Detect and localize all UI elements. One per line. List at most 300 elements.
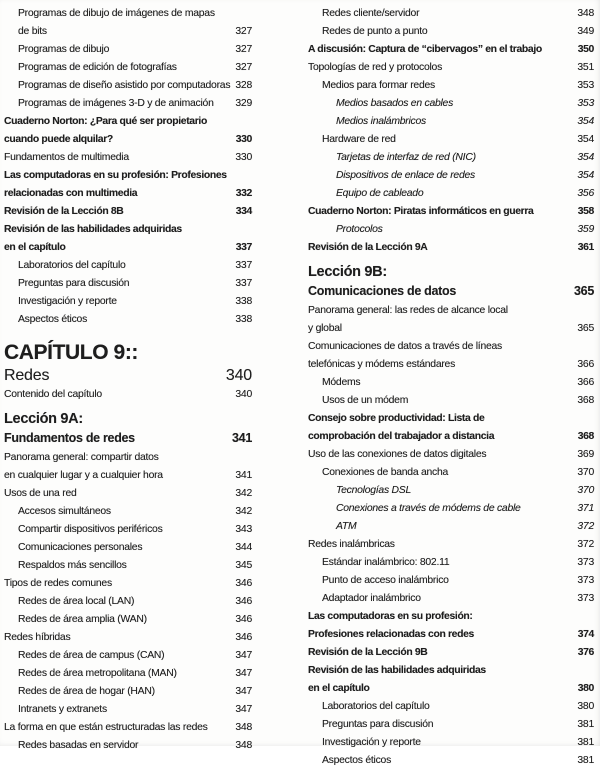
toc-page-number: 373 <box>577 593 594 604</box>
toc-entry <box>308 149 594 167</box>
toc-entry-line <box>308 410 594 428</box>
toc-entry <box>4 683 252 701</box>
toc-entry-line <box>18 701 252 719</box>
toc-entry-text: relacionadas con multimedia <box>4 188 138 199</box>
toc-entry-text: Investigación y reporte <box>18 296 117 307</box>
toc-page-number: 328 <box>235 80 252 91</box>
toc-entry-line <box>336 185 594 203</box>
toc-entry-line <box>18 557 252 575</box>
toc-entry-text: Conexiones de banda ancha <box>322 467 449 478</box>
toc-page-number: 346 <box>235 614 252 625</box>
toc-entry-text: Intranets y extranets <box>18 704 107 715</box>
toc-entry-line <box>336 221 594 239</box>
toc-entry-line <box>308 608 594 626</box>
toc-page-number: 342 <box>235 506 252 517</box>
toc-entry-line <box>18 95 252 113</box>
toc-entry-line <box>18 59 252 77</box>
toc-entry-line <box>322 23 594 41</box>
toc-entry-line <box>18 647 252 665</box>
toc-entry-line <box>4 485 252 503</box>
toc-entry <box>4 149 252 167</box>
toc-entry <box>308 95 594 113</box>
toc-column-right <box>308 5 594 770</box>
toc-entry-text: Panorama general: las redes de alcance local <box>308 305 508 316</box>
toc-entry-line <box>18 257 252 275</box>
toc-entry <box>4 575 252 593</box>
toc-entry-line <box>308 59 594 77</box>
toc-entry-line <box>336 113 594 131</box>
toc-entry-line <box>18 611 252 629</box>
toc-column-left <box>4 5 252 770</box>
toc-entry-line <box>308 302 594 320</box>
toc-entry-text: Preguntas para discusión <box>18 278 130 289</box>
toc-entry-line <box>4 113 252 131</box>
toc-entry-text: Medios para formar redes <box>322 80 435 91</box>
toc-entry-line <box>322 374 594 392</box>
toc-entry-text: Accesos simultáneos <box>18 506 111 517</box>
toc-entry-line <box>308 644 594 662</box>
toc-entry <box>4 95 252 113</box>
toc-entry-text: Panorama general: compartir datos <box>4 452 159 463</box>
toc-entry <box>308 302 594 338</box>
toc-entry-line <box>18 311 252 329</box>
toc-entry-line <box>18 683 252 701</box>
toc-entry-line <box>322 131 594 149</box>
toc-page-number: 372 <box>577 521 594 532</box>
toc-page-number: 365 <box>574 284 594 298</box>
toc-page-number: 369 <box>577 449 594 460</box>
toc-entry <box>308 554 594 572</box>
toc-entry-line <box>308 41 594 59</box>
toc-entry-text: Tarjetas de interfaz de red (NIC) <box>336 152 476 163</box>
chapter-heading <box>4 341 252 386</box>
toc-entry-line <box>18 737 252 755</box>
toc-entry-text: Revisión de la Lección 9A <box>308 242 428 253</box>
toc-entry-line <box>18 275 252 293</box>
toc-entry-text: Redes de área metropolitana (MAN) <box>18 668 177 679</box>
toc-page-number: 351 <box>577 62 594 73</box>
toc-entry-line <box>322 554 594 572</box>
toc-page-number: 354 <box>577 116 594 127</box>
toc-page-number: 334 <box>235 206 252 217</box>
toc-entry <box>308 446 594 464</box>
toc-entry-text: Laboratorios del capítulo <box>18 260 126 271</box>
toc-entry-text: Cuaderno Norton: ¿Para qué ser propietario <box>4 116 207 127</box>
toc-entry-text: Fundamentos de multimedia <box>4 152 129 163</box>
toc-page-number: 337 <box>235 242 252 253</box>
toc-entry <box>4 719 252 737</box>
toc-entry-text: Revisión de la Lección 8B <box>4 206 124 217</box>
toc-entry-text: Redes de área amplia (WAN) <box>18 614 147 625</box>
lesson-label: Lección 9A: <box>4 411 83 427</box>
toc-entry <box>308 536 594 554</box>
toc-entry <box>308 374 594 392</box>
toc-entry-text: telefónicas y módems estándares <box>308 359 456 370</box>
toc-entry-text: Investigación y reporte <box>322 737 421 748</box>
toc-page-number: 349 <box>577 26 594 37</box>
toc-entry-text: Programas de diseño asistido por computadoras <box>18 80 231 91</box>
toc-entry <box>308 482 594 500</box>
toc-entry <box>4 221 252 257</box>
toc-entry <box>4 167 252 203</box>
toc-entry-line <box>18 77 252 95</box>
toc-entry-line <box>4 386 252 404</box>
toc-entry <box>308 752 594 770</box>
toc-page-number: 353 <box>577 98 594 109</box>
toc-page-number: 366 <box>577 359 594 370</box>
toc-entry-text: Redes basadas en servidor <box>18 740 139 751</box>
toc-entry-line <box>4 239 252 257</box>
toc-entry-line <box>308 536 594 554</box>
toc-entry-text: ATM <box>336 521 357 532</box>
toc-entry <box>4 59 252 77</box>
lesson-label: Lección 9B: <box>308 264 387 280</box>
toc-entry <box>308 59 594 77</box>
toc-page-number: 346 <box>235 632 252 643</box>
toc-entry-line <box>18 593 252 611</box>
toc-page-number: 373 <box>577 575 594 586</box>
toc-entry <box>4 257 252 275</box>
toc-entry-text: Programas de edición de fotografías <box>18 62 177 73</box>
toc-entry <box>4 521 252 539</box>
toc-entry <box>308 698 594 716</box>
toc-page-number: 327 <box>235 44 252 55</box>
toc-entry-text: Topologías de red y protocolos <box>308 62 443 73</box>
toc-entry-line <box>308 446 594 464</box>
toc-entry-line <box>336 149 594 167</box>
toc-entry-line <box>18 539 252 557</box>
toc-entry-text: Usos de una red <box>4 488 77 499</box>
toc-entry-line <box>18 41 252 59</box>
toc-entry-text: en cualquier lugar y a cualquier hora <box>4 470 163 481</box>
toc-entry-line <box>4 167 252 185</box>
toc-page-number: 374 <box>577 629 594 640</box>
toc-entry-line <box>322 716 594 734</box>
toc-entry <box>4 503 252 521</box>
toc-entry-text: Estándar inalámbrico: 802.11 <box>322 557 450 568</box>
toc-page-number: 356 <box>577 188 594 199</box>
toc-entry-text: comprobación del trabajador a distancia <box>308 431 495 442</box>
toc-entry-text: Comunicaciones de datos a través de líneas <box>308 341 502 352</box>
toc-entry-line <box>18 521 252 539</box>
lesson-title-row <box>308 282 594 300</box>
toc-entry <box>308 77 594 95</box>
toc-page-number: 347 <box>235 686 252 697</box>
toc-entry <box>308 590 594 608</box>
toc-entry-text: Cuaderno Norton: Piratas informáticos en guerra <box>308 206 534 217</box>
toc-entry-text: A discusión: Captura de “cibervagos” en el trabajo <box>308 44 542 55</box>
toc-entry-line <box>322 752 594 770</box>
toc-entry-line <box>4 719 252 737</box>
toc-entry-line <box>308 203 594 221</box>
toc-page-number: 359 <box>577 224 594 235</box>
toc-entry <box>4 485 252 503</box>
toc-entry <box>308 662 594 698</box>
toc-page-number: 376 <box>577 647 594 658</box>
toc-entry-line <box>322 5 594 23</box>
toc-entry-text: Tecnologías DSL <box>336 485 412 496</box>
toc-entry <box>4 737 252 755</box>
toc-entry <box>4 275 252 293</box>
toc-entry-line <box>4 449 252 467</box>
toc-page-number: 354 <box>577 134 594 145</box>
lesson-title-text: Fundamentos de redes <box>4 431 135 445</box>
toc-page-number: 348 <box>235 740 252 751</box>
toc-entry-text: Redes de área de hogar (HAN) <box>18 686 155 697</box>
toc-entry-line <box>308 680 594 698</box>
toc-entry-text: Redes inalámbricas <box>308 539 395 550</box>
toc-entry-text: Redes cliente/servidor <box>322 8 420 19</box>
toc-columns <box>4 5 594 770</box>
toc-entry <box>308 185 594 203</box>
toc-page-number: 380 <box>577 701 594 712</box>
toc-page-number: 327 <box>235 62 252 73</box>
lesson-heading <box>308 262 594 300</box>
toc-entry-text: Medios basados en cables <box>336 98 454 109</box>
toc-page-number: 329 <box>235 98 252 109</box>
toc-entry-text: Tipos de redes comunes <box>4 578 112 589</box>
toc-entry-text: de bits <box>18 26 47 37</box>
toc-entry <box>308 392 594 410</box>
toc-entry <box>4 113 252 149</box>
toc-entry-text: Laboratorios del capítulo <box>322 701 430 712</box>
toc-entry-text: Módems <box>322 377 361 388</box>
toc-entry <box>308 23 594 41</box>
toc-page-number: 347 <box>235 704 252 715</box>
toc-page-number: 341 <box>235 470 252 481</box>
toc-entry-text: Comunicaciones personales <box>18 542 143 553</box>
toc-entry-line <box>308 356 594 374</box>
toc-entry <box>308 500 594 518</box>
toc-entry-text: Punto de acceso inalámbrico <box>322 575 449 586</box>
toc-entry-line <box>4 131 252 149</box>
toc-entry-text: y global <box>308 323 342 334</box>
toc-entry-text: Uso de las conexiones de datos digitales <box>308 449 487 460</box>
toc-entry <box>4 611 252 629</box>
toc-entry-line <box>18 5 252 23</box>
toc-entry-text: en el capítulo <box>308 683 370 694</box>
toc-entry-text: Las computadoras en su profesión: <box>308 611 473 622</box>
chapter-subtitle-row <box>4 365 252 386</box>
toc-page-number: 343 <box>235 524 252 535</box>
toc-entry-line <box>308 338 594 356</box>
toc-entry <box>4 701 252 719</box>
toc-entry-line <box>322 77 594 95</box>
toc-entry <box>4 593 252 611</box>
toc-entry <box>4 41 252 59</box>
toc-page-number: 330 <box>235 134 252 145</box>
toc-page-number: 330 <box>235 152 252 163</box>
toc-entry-line <box>322 392 594 410</box>
toc-entry-line <box>336 518 594 536</box>
toc-entry-text: Usos de un módem <box>322 395 409 406</box>
toc-page-number: 372 <box>577 539 594 550</box>
toc-page-number: 347 <box>235 650 252 661</box>
toc-entry <box>4 629 252 647</box>
toc-entry-text: Protocolos <box>336 224 383 235</box>
toc-entry-line <box>4 575 252 593</box>
toc-page-number: 370 <box>577 485 594 496</box>
toc-entry-text: Programas de dibujo <box>18 44 110 55</box>
toc-entry-text: Revisión de las habilidades adquiridas <box>308 665 486 676</box>
toc-entry-text: Aspectos éticos <box>322 755 392 766</box>
toc-entry-line <box>336 167 594 185</box>
toc-entry <box>308 572 594 590</box>
toc-page-number: 348 <box>235 722 252 733</box>
toc-entry-text: Revisión de la Lección 9B <box>308 647 428 658</box>
toc-entry-text: Hardware de red <box>322 134 396 145</box>
toc-page-number: 368 <box>577 395 594 406</box>
toc-entry-line <box>308 239 594 257</box>
toc-entry-line <box>336 500 594 518</box>
toc-entry-text: Profesiones relacionadas con redes <box>308 629 474 640</box>
toc-entry <box>308 518 594 536</box>
toc-page-number: 381 <box>577 755 594 766</box>
toc-page-number: 340 <box>235 389 252 400</box>
toc-page-number: 350 <box>577 44 594 55</box>
toc-entry-text: Compartir dispositivos periféricos <box>18 524 163 535</box>
toc-page-number: 332 <box>235 188 252 199</box>
toc-entry-text: Preguntas para discusión <box>322 719 434 730</box>
toc-page-number: 340 <box>225 367 252 384</box>
toc-entry-line <box>336 95 594 113</box>
toc-entry <box>308 203 594 221</box>
toc-entry-line <box>4 185 252 203</box>
toc-entry-text: en el capítulo <box>4 242 66 253</box>
toc-entry-text: La forma en que están estructuradas las redes <box>4 722 208 733</box>
toc-entry-line <box>322 734 594 752</box>
toc-entry-text: Programas de imágenes 3-D y de animación <box>18 98 214 109</box>
lesson-heading <box>4 409 252 447</box>
toc-entry-text: Redes de área local (LAN) <box>18 596 135 607</box>
toc-page-number: 338 <box>235 296 252 307</box>
toc-page-number: 348 <box>577 8 594 19</box>
toc-entry <box>4 557 252 575</box>
toc-page-number: 358 <box>577 206 594 217</box>
toc-entry-line <box>18 503 252 521</box>
toc-entry-line <box>308 320 594 338</box>
toc-entry <box>4 449 252 485</box>
toc-page-number: 337 <box>235 278 252 289</box>
toc-page-number: 380 <box>577 683 594 694</box>
toc-entry <box>308 734 594 752</box>
toc-entry-line <box>308 428 594 446</box>
toc-entry-text: Contenido del capítulo <box>4 389 102 400</box>
toc-entry <box>4 665 252 683</box>
toc-entry <box>308 338 594 374</box>
toc-entry-line <box>4 149 252 167</box>
toc-page-number: 346 <box>235 578 252 589</box>
toc-page-number: 368 <box>577 431 594 442</box>
toc-entry <box>308 221 594 239</box>
toc-entry <box>4 5 252 41</box>
toc-entry <box>308 167 594 185</box>
toc-entry-line <box>18 293 252 311</box>
toc-entry-text: Dispositivos de enlace de redes <box>336 170 475 181</box>
lesson-title-text: Comunicaciones de datos <box>308 284 456 298</box>
toc-entry-line <box>4 203 252 221</box>
toc-entry-line <box>308 662 594 680</box>
toc-entry <box>308 131 594 149</box>
toc-entry <box>308 239 594 257</box>
toc-entry-text: Redes de punto a punto <box>322 26 428 37</box>
toc-entry <box>308 608 594 644</box>
toc-entry <box>308 410 594 446</box>
toc-page-number: 341 <box>232 431 252 445</box>
toc-entry <box>4 311 252 329</box>
toc-page-number: 381 <box>577 719 594 730</box>
toc-entry-line <box>322 464 594 482</box>
toc-entry <box>308 41 594 59</box>
toc-entry-text: Adaptador inalámbrico <box>322 593 421 604</box>
toc-entry-line <box>336 482 594 500</box>
toc-entry <box>308 644 594 662</box>
lesson-title-row <box>4 429 252 447</box>
toc-entry-text: Equipo de cableado <box>336 188 424 199</box>
chapter-subtitle: Redes <box>4 367 50 384</box>
toc-page-number: 346 <box>235 596 252 607</box>
toc-entry-text: Revisión de las habilidades adquiridas <box>4 224 182 235</box>
toc-page-number: 347 <box>235 668 252 679</box>
toc-page-number: 342 <box>235 488 252 499</box>
toc-entry-line <box>4 467 252 485</box>
toc-page-number: 337 <box>235 260 252 271</box>
toc-page-number: 353 <box>577 80 594 91</box>
toc-entry-text: Aspectos éticos <box>18 314 88 325</box>
toc-entry <box>4 647 252 665</box>
toc-page-number: 365 <box>577 323 594 334</box>
toc-page-number: 354 <box>577 152 594 163</box>
toc-entry <box>4 77 252 95</box>
toc-entry-line <box>18 23 252 41</box>
toc-entry-line <box>308 626 594 644</box>
toc-page-number: 354 <box>577 170 594 181</box>
toc-entry-line <box>4 221 252 239</box>
toc-entry <box>4 203 252 221</box>
toc-page-number: 381 <box>577 737 594 748</box>
toc-entry-text: Redes híbridas <box>4 632 71 643</box>
toc-entry-text: Consejo sobre productividad: Lista de <box>308 413 485 424</box>
toc-entry <box>4 386 252 404</box>
toc-page-number: 366 <box>577 377 594 388</box>
toc-entry-line <box>18 665 252 683</box>
toc-page-number: 370 <box>577 467 594 478</box>
toc-entry <box>308 5 594 23</box>
toc-entry-text: Conexiones a través de módems de cable <box>336 503 521 514</box>
toc-entry <box>4 539 252 557</box>
toc-entry-text: cuando puede alquilar? <box>4 134 113 145</box>
toc-page-number: 345 <box>235 560 252 571</box>
toc-page-number: 361 <box>577 242 594 253</box>
toc-entry-line <box>322 590 594 608</box>
toc-page-number: 338 <box>235 314 252 325</box>
toc-entry <box>308 716 594 734</box>
toc-entry-text: Medios inalámbricos <box>336 116 426 127</box>
toc-entry-text: Las computadoras en su profesión: Profesiones <box>4 170 227 181</box>
toc-entry-text: Respaldos más sencillos <box>18 560 127 571</box>
toc-entry-line <box>322 572 594 590</box>
toc-page-number: 371 <box>577 503 594 514</box>
chapter-title: CAPÍTULO 9:: <box>4 341 139 364</box>
toc-entry-text: Programas de dibujo de imágenes de mapas <box>18 8 215 19</box>
toc-page-number: 344 <box>235 542 252 553</box>
toc-entry-line <box>322 698 594 716</box>
toc-entry-line <box>4 629 252 647</box>
toc-page-number: 373 <box>577 557 594 568</box>
toc-entry <box>308 113 594 131</box>
toc-entry <box>4 293 252 311</box>
toc-entry-text: Redes de área de campus (CAN) <box>18 650 165 661</box>
